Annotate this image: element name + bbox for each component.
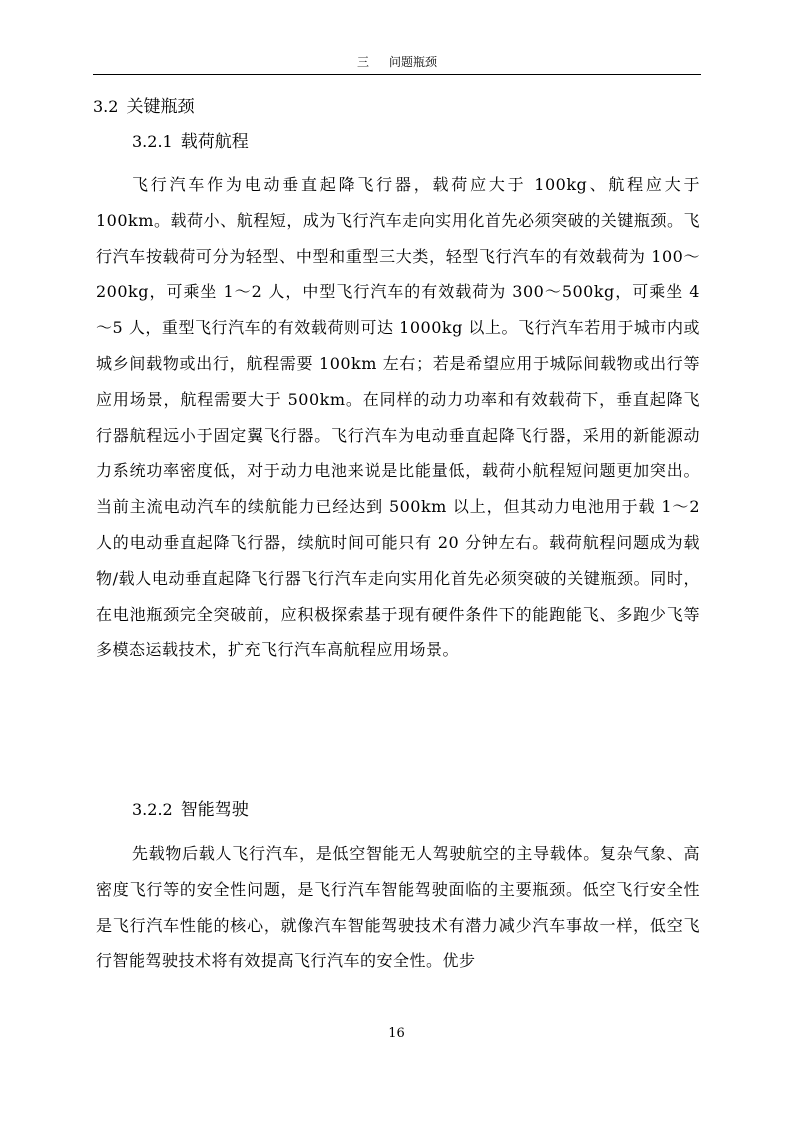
header-divider <box>93 74 701 75</box>
body-paragraph-2: 先载物后载人飞行汽车，是低空智能无人驾驶航空的主导载体。复杂气象、高密度飞行等的安全性问题，是飞行汽车智能驾驶面临的主要瓶颈。低空飞行安全性是飞行汽车性能的核心，就像汽车智能驾驶技术有潜力减少汽车事故一样，低空飞行智能驾驶技术将有效提高飞行汽车的安全性。优步 <box>96 844 700 971</box>
section-heading-3-2-1 <box>132 131 249 153</box>
section-heading-3-2 <box>93 96 194 118</box>
section-number: 3.2.2 <box>132 800 173 819</box>
section-title: 智能驾驶 <box>180 800 249 820</box>
section-number: 3.2 <box>93 97 119 116</box>
page-header <box>93 54 701 70</box>
header-chapter: 三 <box>356 55 369 69</box>
header-title: 问题瓶颈 <box>389 55 438 69</box>
section-title: 关键瓶颈 <box>126 97 195 117</box>
section-heading-3-2-2 <box>132 799 249 821</box>
section-title: 载荷航程 <box>180 132 249 152</box>
section-number: 3.2.1 <box>132 132 173 151</box>
page-number: 16 <box>388 1026 405 1041</box>
body-paragraph-1: 飞行汽车作为电动垂直起降飞行器，载荷应大于 100kg、航程应大于 100km。载荷小、航程短，成为飞行汽车走向实用化首先必须突破的关键瓶颈。飞行汽车按载荷可分为轻型、中型和重型三大类，轻型飞行汽车的有效载荷为 100～200kg，可乘坐 1～2 人，中型飞行汽车的有效载荷为 300～500kg，可乘坐 4～5 人，重型飞行汽车的有效载荷则可达 1000kg 以上。飞行汽车若用于城市内或城乡间载物或出行，航程需要 100km 左右；若是希望应用于城际间载物或出行等应用场景，航程需要大于 500km。在同样的动力功率和有效载荷下，垂直起降飞行器航程远小于固定翼飞行器。飞行汽车为电动垂直起降飞行器，采用的新能源动力系统功率密度低，对于动力电池来说是比能量低，载荷小航程短问题更加突出。当前主流电动汽车的续航能力已经达到 500km 以上，但其动力电池用于载 1～2 人的电动垂直起降飞行器，续航时间可能只有 20 分钟左右。载荷航程问题成为载物/载人电动垂直起降飞行器飞行汽车走向实用化首先必须突破的关键瓶颈。同时，在电池瓶颈完全突破前，应积极探索基于现有硬件条件下的能跑能飞、多跑少飞等多模态运载技术，扩充飞行汽车高航程应用场景。 <box>96 175 700 660</box>
